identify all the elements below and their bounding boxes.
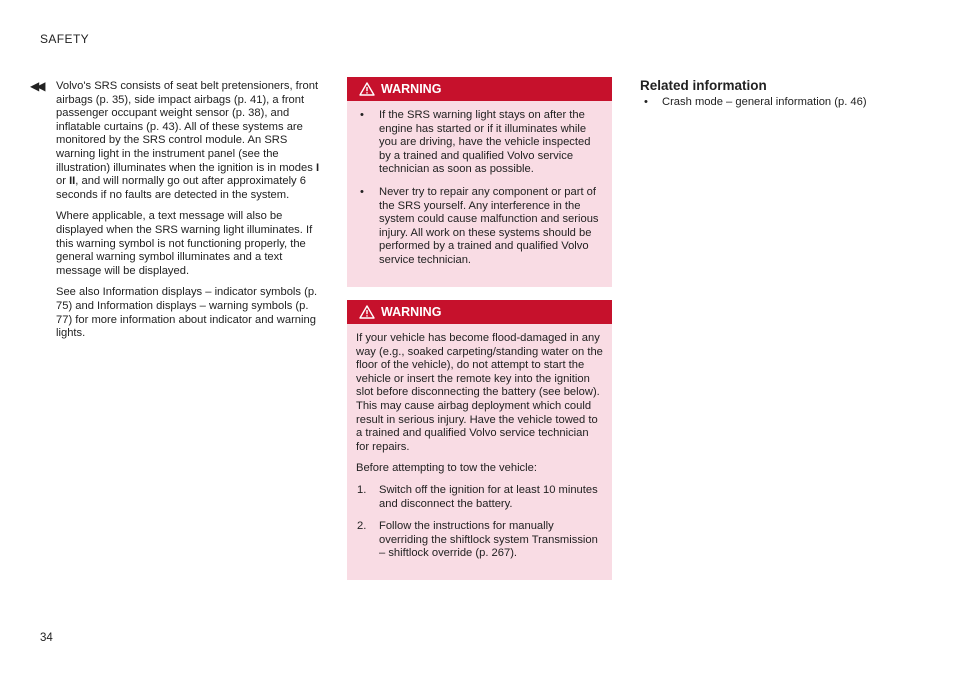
warning-bullet: • If the SRS warning light stays on after the engine has started or if it illuminates while you are driving, have the vehicle inspected by a trained and qualified Volvo service technician as soon as possible. xyxy=(356,109,604,177)
warning-header xyxy=(347,77,612,101)
warning-box-flood xyxy=(347,300,612,580)
step-number: 1. xyxy=(357,483,367,496)
warning-body xyxy=(347,101,612,287)
related-information-title: Related information xyxy=(640,78,767,93)
tow-steps-list xyxy=(356,484,604,561)
ignition-mode-ii: II xyxy=(69,175,76,188)
warning-box-srs xyxy=(347,77,612,287)
intro-paragraph-1-or: or xyxy=(56,175,70,188)
warning-header xyxy=(347,300,612,324)
warning-title: WARNING xyxy=(381,82,442,96)
intro-paragraph-2: Where applicable, a text message will also be displayed when the SRS warning light illuminates. If this warning symbol is not functioning properly, the general warning symbol illuminates and a text message will be displayed. xyxy=(56,210,313,277)
related-information-section xyxy=(640,77,920,110)
related-links-list xyxy=(640,96,920,110)
tow-intro-paragraph: Before attempting to tow the vehicle: xyxy=(356,462,537,475)
intro-paragraph-1 xyxy=(56,80,322,202)
step-text: Follow the instructions for manually overriding the shiftlock system Transmission – shiftlock override (p. 267). xyxy=(379,520,598,560)
continued-from-previous-marker: ◀◀ xyxy=(30,79,43,93)
section-header: SAFETY xyxy=(40,32,90,46)
warning-bullet: • Never try to repair any component or part of the SRS yourself. Any interference in the system could cause malfunction and serious injury. All work on these systems should be performed by a trained and qualified Volvo service technician. xyxy=(356,186,604,268)
warning-body xyxy=(347,324,612,580)
warning-triangle-icon xyxy=(359,82,375,96)
flood-warning-paragraph: If your vehicle has become flood-damaged in any way (e.g., soaked carpeting/standing water on the floor of the vehicle), do not attempt to start the vehicle or insert the remote key into the ignition slot before disconnecting the battery (see below). This may cause airbag deployment which could result in serious injury. Have the vehicle towed to a trained and qualified Volvo service technician for repairs. xyxy=(356,332,603,453)
intro-paragraph-3: See also Information displays – indicator symbols (p. 75) and Information displays – warning symbols (p. 77) for more information about indicator and warning lights. xyxy=(56,286,318,340)
related-link[interactable]: • Crash mode – general information (p. 46) xyxy=(640,96,920,110)
intro-paragraph-1-end: , and will normally go out after approximately 6 seconds if no faults are detected in the system. xyxy=(56,175,306,201)
ignition-mode-i: I xyxy=(315,161,320,174)
page-number: 34 xyxy=(40,632,53,644)
step-text: Switch off the ignition for at least 10 minutes and disconnect the battery. xyxy=(379,483,598,510)
warning-bullet-list xyxy=(356,109,604,268)
warning-triangle-icon xyxy=(359,305,375,319)
step-number: 2. xyxy=(357,520,367,533)
tow-step xyxy=(356,484,604,511)
intro-column xyxy=(56,80,322,349)
intro-paragraph-1-text: Volvo's SRS consists of seat belt pretensioners, front airbags (p. 35), side impact airbags (p. 41), a front passenger occupant weight sensor (p. 38), and inflatable curtains (p. 43). All of these systems are monitored by the SRS control module. An SRS warning light in the instrument panel (see the illustration) illuminates when the ignition is in modes xyxy=(56,80,319,174)
tow-step xyxy=(356,520,604,561)
warning-title: WARNING xyxy=(381,305,442,319)
